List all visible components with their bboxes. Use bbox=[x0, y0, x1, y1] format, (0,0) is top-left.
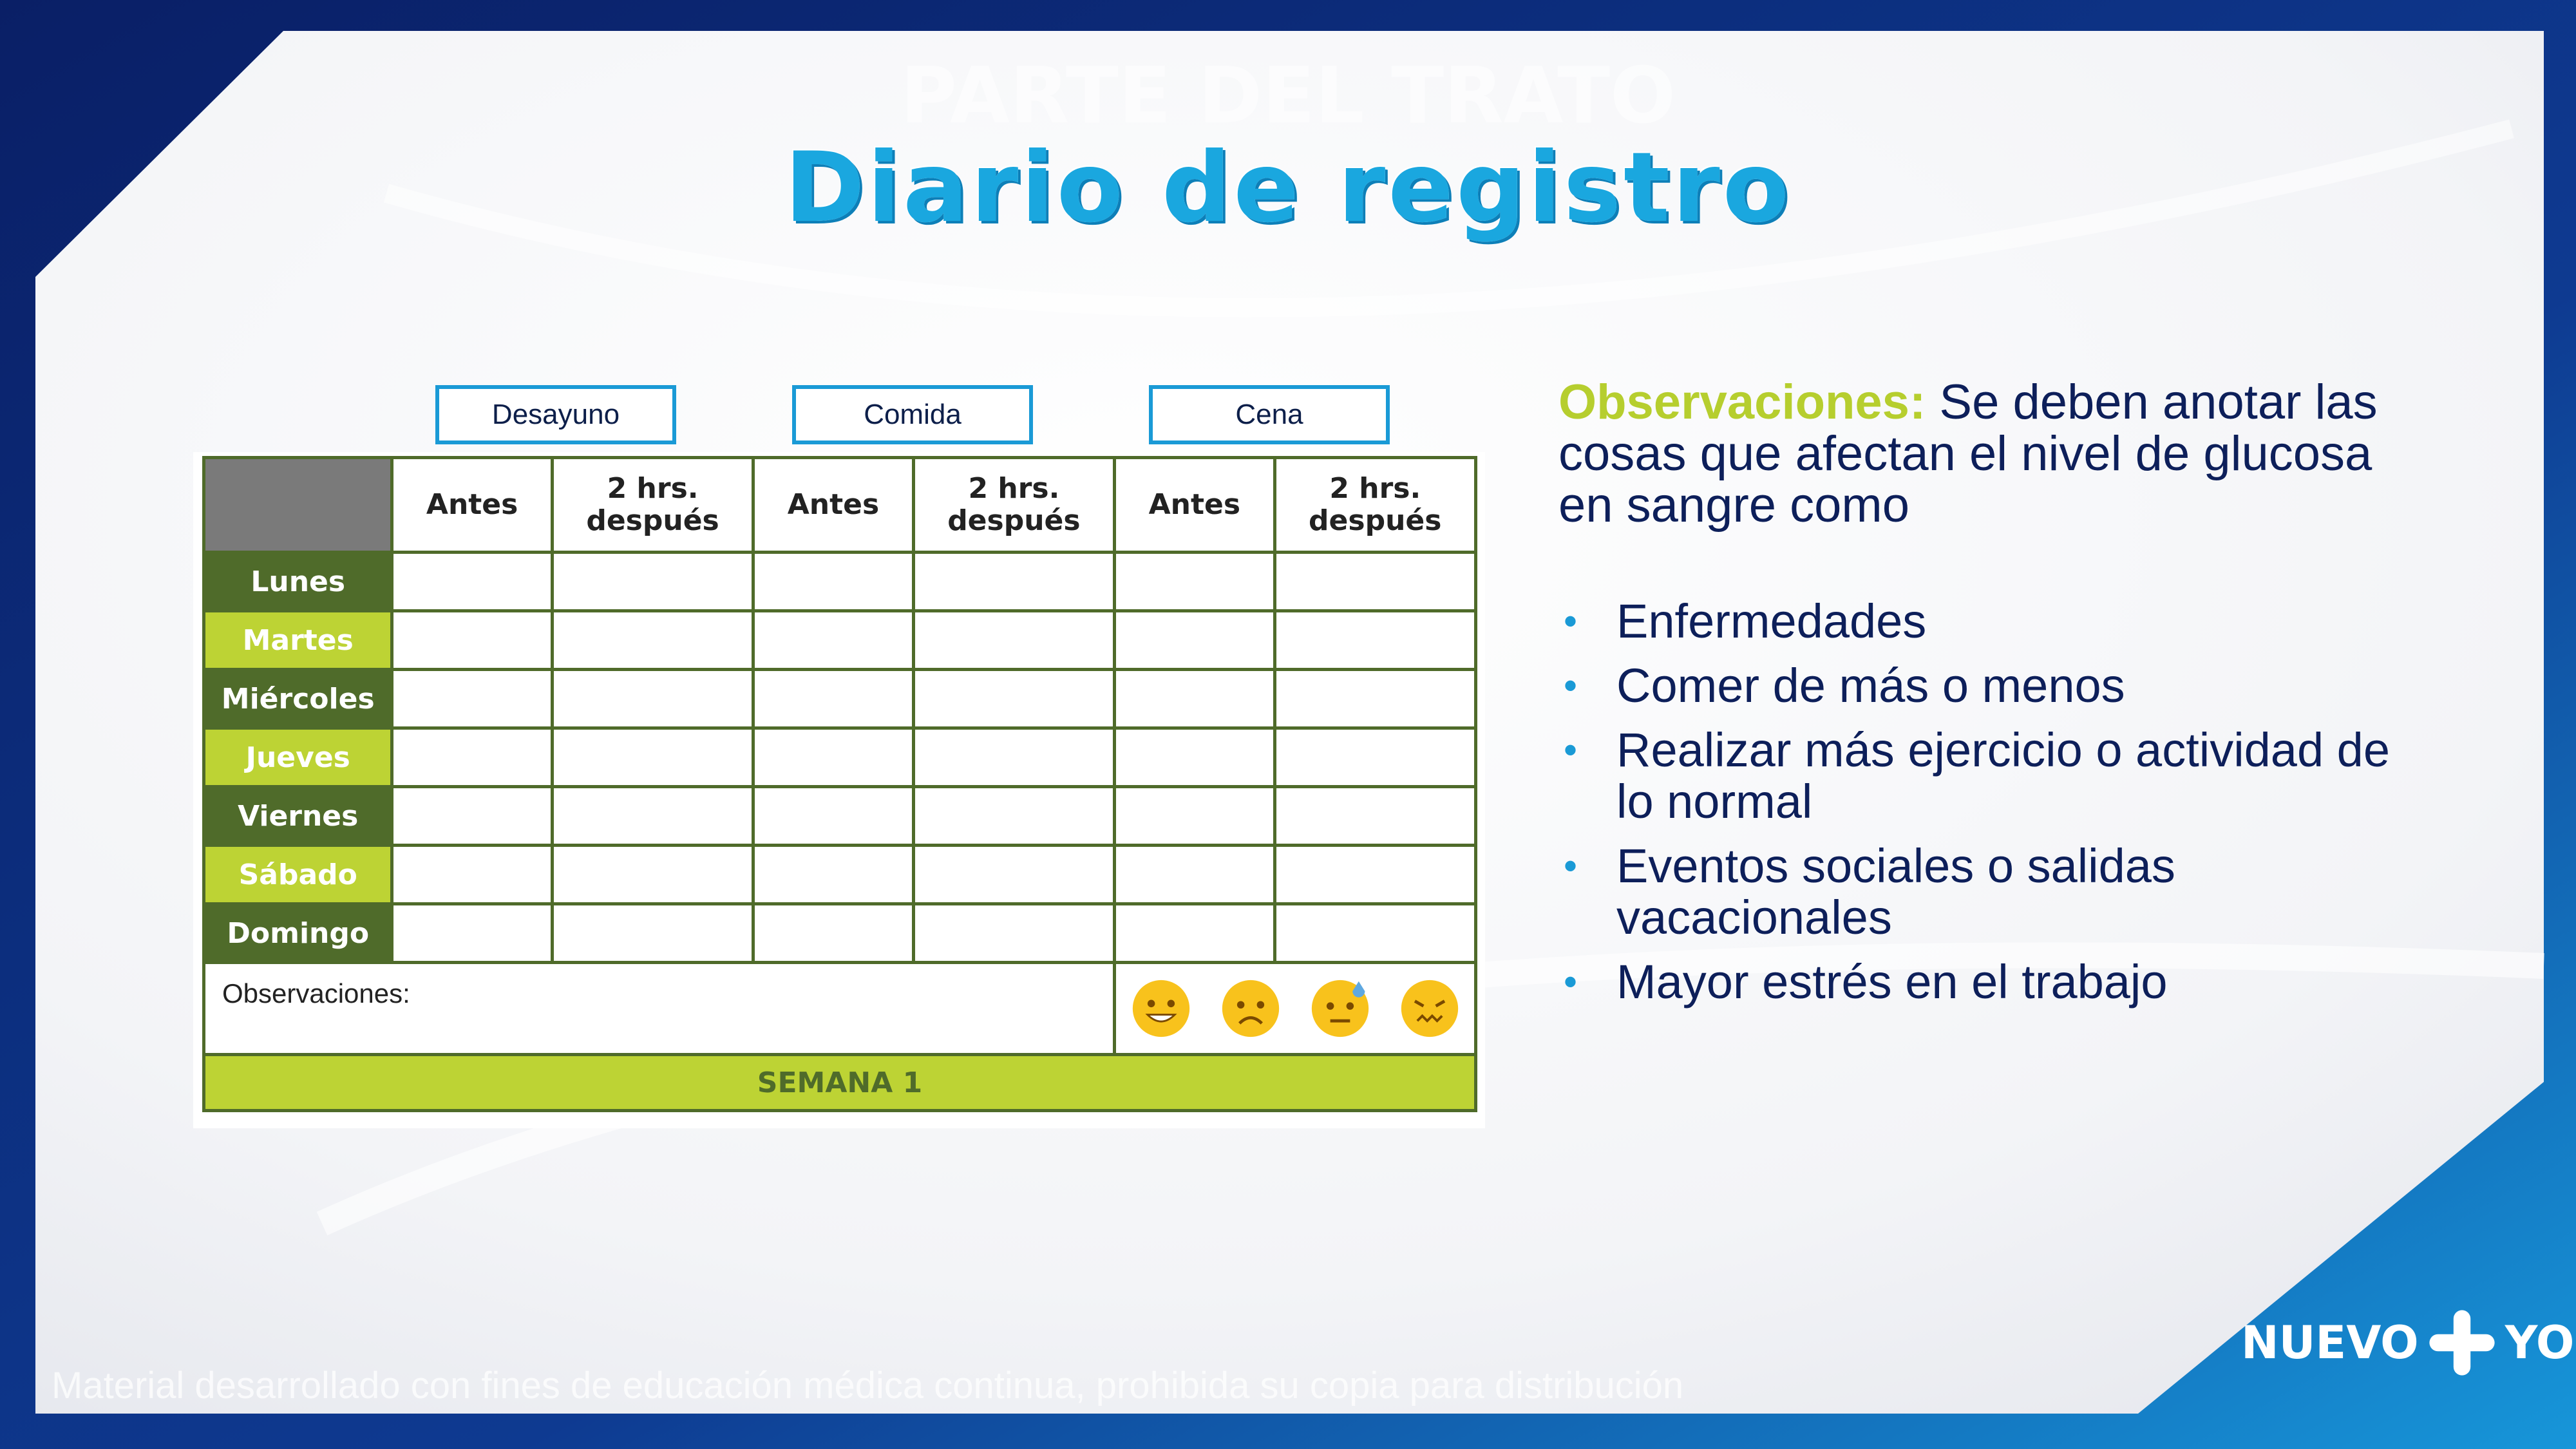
observations-text: Se deben anotar las cosas que afectan el nivel de glucosa en sangre como bbox=[1558, 375, 2378, 533]
table-row bbox=[204, 787, 1476, 846]
glucose-entry-cell[interactable] bbox=[753, 728, 913, 787]
glucose-entry-cell[interactable] bbox=[1115, 787, 1274, 846]
glucose-entry-cell[interactable] bbox=[913, 787, 1114, 846]
glucose-entry-cell[interactable] bbox=[1115, 670, 1274, 728]
glucose-entry-cell[interactable] bbox=[552, 904, 753, 963]
glucose-log-card bbox=[193, 452, 1485, 1128]
list-item bbox=[1558, 724, 2396, 828]
list-item-text: Enfermedades bbox=[1616, 594, 1927, 648]
brand-right: YO bbox=[2505, 1316, 2575, 1369]
glucose-entry-cell[interactable] bbox=[552, 670, 753, 728]
day-label: Lunes bbox=[204, 553, 392, 611]
table-row bbox=[204, 553, 1476, 611]
glucose-entry-cell[interactable] bbox=[392, 787, 552, 846]
glucose-entry-cell[interactable] bbox=[913, 611, 1114, 670]
glucose-entry-cell[interactable] bbox=[913, 553, 1114, 611]
bullet-icon: • bbox=[1564, 728, 1578, 772]
mood-cell bbox=[1115, 963, 1476, 1055]
list-item bbox=[1558, 660, 2396, 712]
glucose-entry-cell[interactable] bbox=[1274, 553, 1476, 611]
header-desayuno-antes: Antes bbox=[392, 458, 552, 553]
glucose-entry-cell[interactable] bbox=[392, 846, 552, 904]
table-row bbox=[204, 670, 1476, 728]
meal-label-desayuno: Desayuno bbox=[435, 385, 676, 444]
observations-cell[interactable] bbox=[204, 963, 1115, 1055]
brand-left: NUEVO bbox=[2241, 1316, 2419, 1369]
sad-face-icon[interactable] bbox=[1220, 978, 1282, 1039]
list-item bbox=[1558, 840, 2396, 943]
header-comida-despues: 2 hrs. después bbox=[913, 458, 1114, 553]
meal-label-comida: Comida bbox=[792, 385, 1033, 444]
day-label: Domingo bbox=[204, 904, 392, 963]
header-comida-antes: Antes bbox=[753, 458, 913, 553]
brand-logo bbox=[2241, 1307, 2574, 1378]
observations-heading: Observaciones: bbox=[1558, 375, 1926, 430]
day-label: Miércoles bbox=[204, 670, 392, 728]
confounded-face-icon[interactable] bbox=[1399, 978, 1461, 1039]
glucose-entry-cell[interactable] bbox=[1274, 728, 1476, 787]
glucose-log-table bbox=[202, 456, 1477, 1112]
glucose-entry-cell[interactable] bbox=[392, 611, 552, 670]
meal-label-cena: Cena bbox=[1149, 385, 1390, 444]
footer-disclaimer: Material desarrollado con fines de educación médica continua, prohibida su copia para distribución bbox=[52, 1365, 1684, 1406]
glucose-entry-cell[interactable] bbox=[552, 728, 753, 787]
list-item-text: Realizar más ejercicio o actividad de lo normal bbox=[1616, 723, 2390, 828]
glucose-entry-cell[interactable] bbox=[753, 787, 913, 846]
table-corner bbox=[204, 458, 392, 553]
glucose-entry-cell[interactable] bbox=[552, 611, 753, 670]
cross-logo-icon bbox=[2427, 1307, 2497, 1378]
list-item-text: Eventos sociales o salidas vacacionales bbox=[1616, 839, 2175, 944]
glucose-entry-cell[interactable] bbox=[753, 670, 913, 728]
header-cena-despues: 2 hrs. después bbox=[1274, 458, 1476, 553]
glucose-entry-cell[interactable] bbox=[753, 611, 913, 670]
happy-face-icon[interactable] bbox=[1130, 978, 1192, 1039]
table-row bbox=[204, 728, 1476, 787]
glucose-entry-cell[interactable] bbox=[753, 846, 913, 904]
observations-panel bbox=[1558, 377, 2396, 1021]
glucose-entry-cell[interactable] bbox=[1274, 670, 1476, 728]
glucose-entry-cell[interactable] bbox=[1274, 787, 1476, 846]
list-item bbox=[1558, 596, 2396, 647]
week-label: SEMANA 1 bbox=[204, 1055, 1476, 1111]
glucose-entry-cell[interactable] bbox=[1115, 553, 1274, 611]
day-label: Viernes bbox=[204, 787, 392, 846]
glucose-entry-cell[interactable] bbox=[1274, 611, 1476, 670]
day-label: Sábado bbox=[204, 846, 392, 904]
sweating-face-icon[interactable] bbox=[1309, 978, 1371, 1039]
observations-intro bbox=[1558, 377, 2396, 531]
glucose-entry-cell[interactable] bbox=[392, 553, 552, 611]
day-label: Jueves bbox=[204, 728, 392, 787]
glucose-entry-cell[interactable] bbox=[552, 553, 753, 611]
observations-label: Observaciones: bbox=[222, 978, 410, 1009]
ghost-title: PARTE DEL TRATO bbox=[900, 52, 1676, 141]
page-title: Diario de registro bbox=[784, 132, 1792, 244]
glucose-entry-cell[interactable] bbox=[392, 904, 552, 963]
glucose-entry-cell[interactable] bbox=[913, 846, 1114, 904]
glucose-entry-cell[interactable] bbox=[1274, 846, 1476, 904]
glucose-entry-cell[interactable] bbox=[1115, 611, 1274, 670]
glucose-entry-cell[interactable] bbox=[753, 553, 913, 611]
bullet-icon: • bbox=[1564, 960, 1578, 1003]
header-cena-antes: Antes bbox=[1115, 458, 1274, 553]
factor-list bbox=[1558, 596, 2396, 1008]
glucose-entry-cell[interactable] bbox=[913, 904, 1114, 963]
list-item bbox=[1558, 956, 2396, 1008]
table-row bbox=[204, 904, 1476, 963]
glucose-entry-cell[interactable] bbox=[1115, 728, 1274, 787]
day-label: Martes bbox=[204, 611, 392, 670]
list-item-text: Comer de más o menos bbox=[1616, 659, 2125, 712]
table-row bbox=[204, 846, 1476, 904]
glucose-entry-cell[interactable] bbox=[392, 728, 552, 787]
glucose-entry-cell[interactable] bbox=[1115, 846, 1274, 904]
glucose-entry-cell[interactable] bbox=[913, 670, 1114, 728]
list-item-text: Mayor estrés en el trabajo bbox=[1616, 955, 2168, 1009]
table-row bbox=[204, 611, 1476, 670]
glucose-entry-cell[interactable] bbox=[753, 904, 913, 963]
glucose-entry-cell[interactable] bbox=[1274, 904, 1476, 963]
glucose-entry-cell[interactable] bbox=[913, 728, 1114, 787]
glucose-entry-cell[interactable] bbox=[392, 670, 552, 728]
glucose-entry-cell[interactable] bbox=[1115, 904, 1274, 963]
bullet-icon: • bbox=[1564, 600, 1578, 643]
bullet-icon: • bbox=[1564, 844, 1578, 887]
bullet-icon: • bbox=[1564, 664, 1578, 707]
header-desayuno-despues: 2 hrs. después bbox=[552, 458, 753, 553]
glucose-entry-cell[interactable] bbox=[552, 846, 753, 904]
glucose-entry-cell[interactable] bbox=[552, 787, 753, 846]
